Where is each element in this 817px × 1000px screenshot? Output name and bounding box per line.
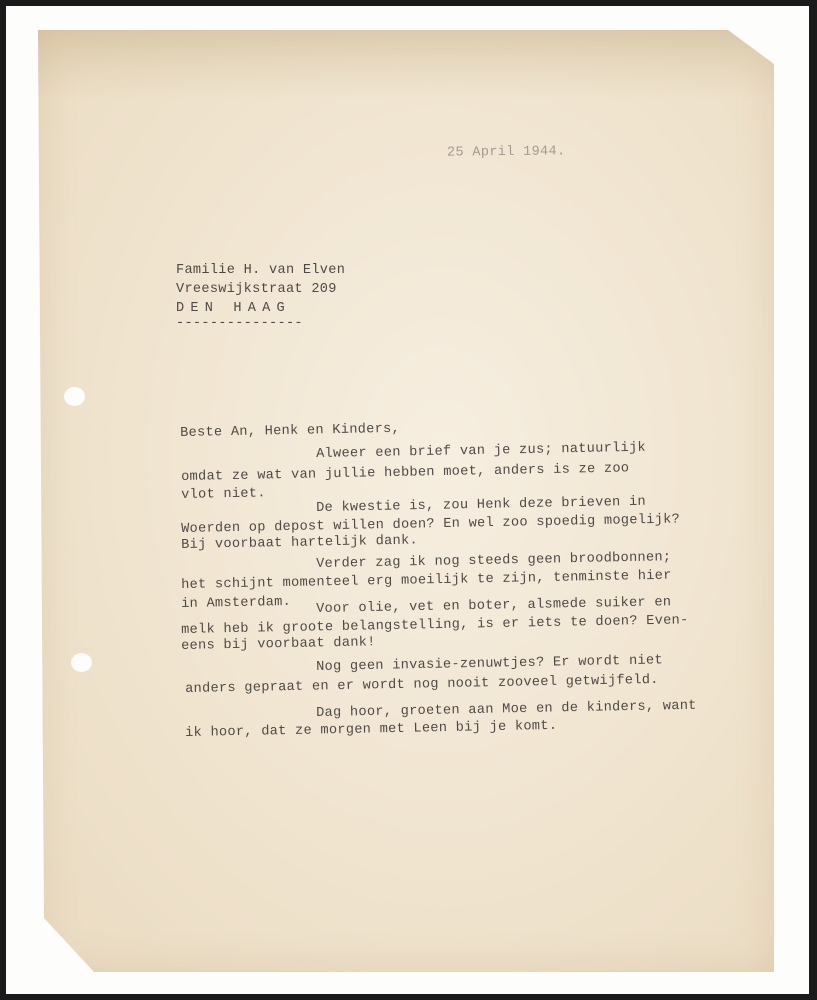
body-line-6: Bij voorbaat hartelijk dank.: [181, 533, 419, 553]
address-line-3: DEN HAAG: [176, 301, 291, 316]
body-line-10: Voor olie, vet en boter, alsmede suiker en: [316, 595, 672, 617]
address-line-2: Vreeswijkstraat 209: [176, 282, 337, 297]
address-line-1: Familie H. van Elven: [176, 263, 346, 278]
body-line-14: anders gepraat en er wordt nog nooit zooveel getwijfeld.: [185, 672, 659, 697]
body-line-4: De kwestie is, zou Henk deze brieven in: [316, 494, 647, 516]
letter-date: 25 April 1944.: [446, 144, 566, 161]
body-line-2: omdat ze wat van jullie hebben moet, anders is ze zoo: [181, 461, 630, 485]
body-line-15: Dag hoor, groeten aan Moe en de kinders, want: [316, 698, 697, 721]
body-line-9: in Amsterdam.: [181, 594, 292, 612]
punch-hole-upper: [64, 387, 85, 406]
body-line-13: Nog geen invasie-zenuwtjes? Er wordt niet: [316, 653, 664, 675]
body-line-7: Verder zag ik nog steeds geen broodbonnen;: [316, 550, 672, 572]
punch-hole-lower: [71, 653, 92, 672]
salutation: Beste An, Henk en Kinders,: [180, 421, 401, 441]
address-underline: ---------------: [176, 316, 303, 331]
body-line-8: het schijnt momenteel erg moeilijk te zijn, tenminste hier: [181, 568, 672, 593]
body-line-16: ik hoor, dat ze morgen met Leen bij je komt.: [185, 718, 558, 741]
body-line-3: vlot niet.: [181, 486, 266, 503]
body-line-12: eens bij voorbaat dank!: [181, 635, 376, 654]
body-line-5: Woerden op depost willen doen? En wel zoo spoedig mogelijk?: [181, 512, 681, 537]
body-line-1: Alweer een brief van je zus; natuurlijk: [316, 440, 647, 462]
body-line-11: melk heb ik groote belangstelling, is er iets te doen? Even-: [181, 613, 689, 638]
